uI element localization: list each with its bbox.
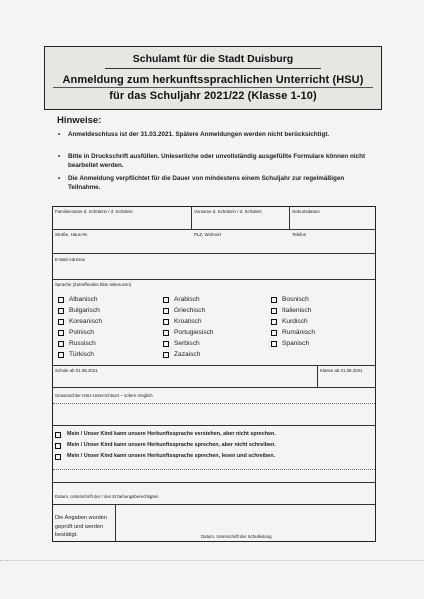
language-checkbox-albanian[interactable] — [58, 297, 64, 303]
form-row-divider — [53, 425, 375, 426]
language-label: Zazaisch — [174, 351, 201, 358]
language-label: Griechisch — [174, 307, 206, 314]
language-label: Portugiesisch — [174, 329, 214, 336]
email-label: E-Mail-Adresse — [55, 257, 86, 262]
form-row-divider — [53, 469, 375, 470]
school-signature-label: Datum, Unterschrift der Schulleitung — [201, 534, 272, 539]
column-divider — [317, 365, 318, 387]
language-label: Bulgarisch — [69, 307, 100, 314]
language-checkbox-greek[interactable] — [163, 308, 169, 314]
language-label: Türkisch — [69, 351, 94, 358]
language-checkbox-polish[interactable] — [58, 330, 64, 336]
language-checkbox-spanish[interactable] — [271, 341, 277, 347]
consent-text: Mein / Unser Kind kann unsere Herkunftssprache sprechen, aber nicht schreiben. — [67, 442, 276, 448]
authority-name: Schulamt für die Stadt Duisburg — [132, 53, 294, 65]
language-checkbox-bosnian[interactable] — [271, 297, 277, 303]
form-row-divider — [53, 403, 375, 404]
language-checkbox-croatian[interactable] — [163, 319, 169, 325]
language-label: Kurdisch — [282, 318, 308, 325]
phone-label: Telefon — [292, 232, 307, 237]
column-divider — [191, 207, 192, 229]
consent-checkbox-read-write[interactable] — [55, 454, 61, 460]
form-row-divider — [53, 253, 375, 254]
form-row-divider — [53, 387, 375, 388]
form-row-divider — [53, 365, 375, 366]
guardian-signature-label: Datum, Unterschrift der / des Erziehungsberechtigten — [55, 494, 159, 499]
form-title-line-1: Anmeldung zum herkunftssprachlichen Unterricht (HSU) — [62, 74, 364, 86]
form-row-divider — [53, 229, 375, 230]
language-label: Italienisch — [282, 307, 312, 314]
preferred-site-label: Gewünschter HSU-Unterrichtsort – sofern möglich — [55, 393, 153, 398]
header-divider-2 — [53, 87, 373, 88]
form-row-divider — [53, 279, 375, 280]
scan-artifact-line — [0, 560, 424, 562]
grade-label: Klasse ab 01.08.2021 — [320, 368, 363, 373]
school-label: Schule ab 01.08.2021 — [55, 368, 98, 373]
language-checkbox-zazaki[interactable] — [163, 352, 169, 358]
form-row-divider — [53, 482, 375, 483]
column-divider — [289, 207, 290, 229]
language-checkbox-russian[interactable] — [58, 341, 64, 347]
consent-text: Mein / Unser Kind kann unsere Herkunftssprache verstehen, aber nicht sprechen. — [67, 431, 276, 437]
language-label: Russisch — [69, 340, 96, 347]
bullet-icon: • — [58, 175, 61, 182]
bullet-icon: • — [58, 153, 61, 160]
language-checkbox-romanian[interactable] — [271, 330, 277, 336]
language-label: Koreanisch — [69, 318, 102, 325]
language-checkbox-kurdish[interactable] — [271, 319, 277, 325]
language-label: Bosnisch — [282, 296, 309, 303]
birthdate-label: Geburtsdatum — [292, 209, 320, 214]
language-label: Rumänisch — [282, 329, 315, 336]
note-text: Die Anmeldung verpflichtet für die Dauer von mindestens einem Schuljahr zur regelmäßigen Teilnahme. — [68, 175, 345, 191]
consent-checkbox-speak[interactable] — [55, 443, 61, 449]
language-label: Kroatisch — [174, 318, 202, 325]
form-row-divider — [53, 504, 375, 505]
bullet-icon: • — [58, 131, 61, 138]
column-divider — [115, 504, 116, 541]
language-checkbox-bulgarian[interactable] — [58, 308, 64, 314]
registration-form — [52, 206, 376, 542]
surname-label: Familienname d. Schülerin / d. Schülers — [55, 209, 133, 214]
verification-note: Die Angaben wurden geprüft und werden bestätigt. — [55, 515, 107, 539]
language-checkbox-arabic[interactable] — [163, 297, 169, 303]
language-hint-label: Sprache (Zutreffendes bitte ankreuzen) — [55, 282, 132, 287]
street-label: Straße, Haus-Nr. — [55, 232, 88, 237]
language-checkbox-korean[interactable] — [58, 319, 64, 325]
consent-checkbox-understand[interactable] — [55, 432, 61, 438]
language-label: Spanisch — [282, 340, 310, 347]
note-text: Bitte in Druckschrift ausfüllen. Unleserliche oder unvollständig ausgefüllte Formulare können nicht bearbeitet werden. — [68, 153, 366, 169]
consent-text: Mein / Unser Kind kann unsere Herkunftssprache sprechen, lesen und schreiben. — [67, 453, 276, 459]
language-label: Albanisch — [69, 296, 98, 303]
form-header — [44, 46, 382, 110]
language-checkbox-portuguese[interactable] — [163, 330, 169, 336]
firstname-label: Vorname d. Schülerin / d. Schülers — [194, 209, 262, 214]
language-label: Serbisch — [174, 340, 200, 347]
language-label: Polnisch — [69, 329, 94, 336]
language-checkbox-serbian[interactable] — [163, 341, 169, 347]
note-text: Anmeldeschluss ist der 31.03.2021. Spätere Anmeldungen werden nicht berücksichtigt. — [68, 131, 330, 138]
zip-city-label: PLZ, Wohnort — [194, 232, 222, 237]
language-label: Arabisch — [174, 296, 200, 303]
language-checkbox-turkish[interactable] — [58, 352, 64, 358]
header-divider — [105, 68, 321, 69]
form-title-line-2: für das Schuljahr 2021/22 (Klasse 1-10) — [109, 90, 317, 102]
language-checkbox-italian[interactable] — [271, 308, 277, 314]
notes-heading: Hinweise: — [57, 115, 102, 126]
